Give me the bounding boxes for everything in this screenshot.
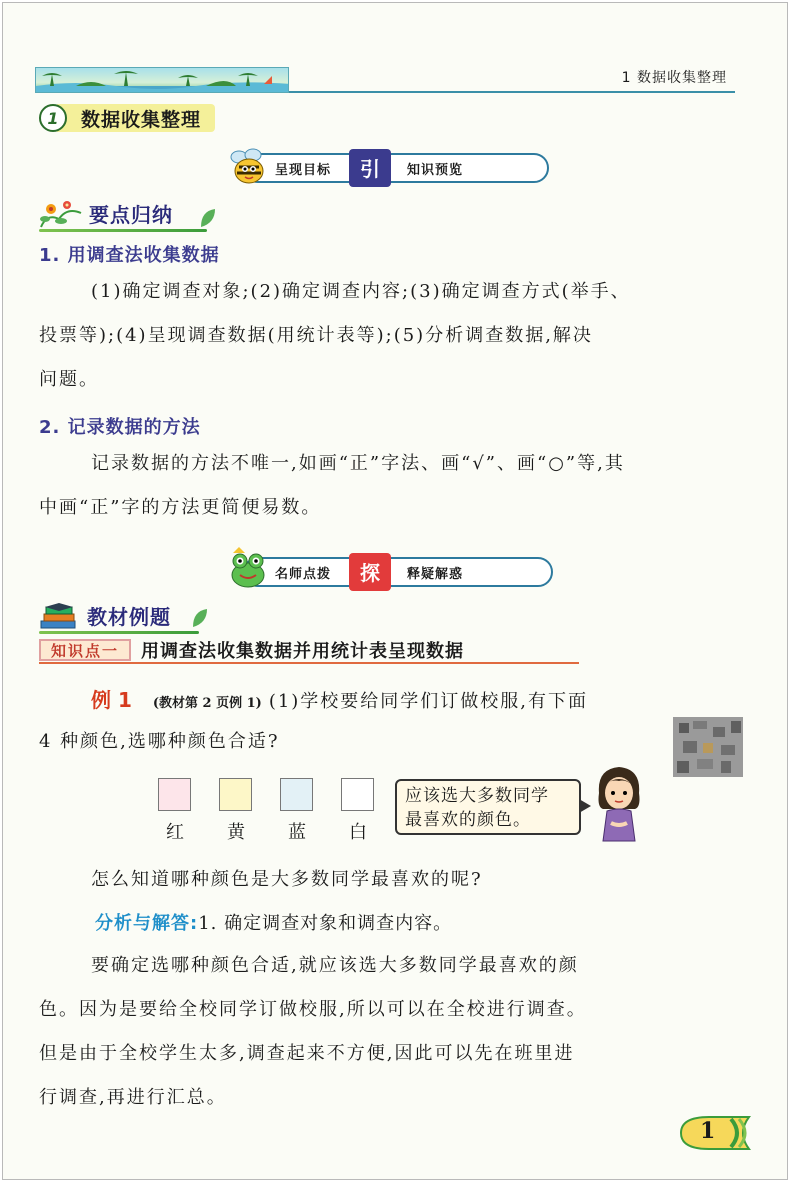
pill-right-text: 知识预览 [407,162,464,178]
point-2-line-2: 中画“正”字的方法更简便易数。 [39,497,322,518]
analysis-line-2: 色。因为是要给全校同学订做校服,所以可以在全校进行调查。 [39,999,587,1020]
running-title: 1 数据收集整理 [621,70,727,86]
section-underline [39,631,199,634]
knowledge-point [39,638,464,662]
frog-mascot-icon [225,545,271,591]
section-heading-text: 要点归纳 [89,203,173,227]
pill-mid-char: 引 [349,149,391,187]
section-heading-text: 教材例题 [87,605,171,629]
knowledge-point-rule [39,662,579,664]
color-swatch-red [158,778,191,811]
section-pill-tips [243,557,553,587]
color-swatch-white [341,778,374,811]
bee-mascot-icon [227,143,273,189]
color-label-yellow: 黄 [227,822,245,843]
point-1-line-3: 问题。 [39,369,99,390]
section-heading-key-points [89,199,173,228]
section-underline [39,229,207,232]
point-1-heading: 1. 用调查法收集数据 [39,245,220,266]
point-2-line-1: 记录数据的方法不唯一,如画“正”字法、画“√”、画“○”等,其 [91,453,625,474]
section-heading-examples [87,601,171,630]
color-label-white: 白 [349,822,367,843]
color-label-red: 红 [166,822,184,843]
bubble-line-1: 应该选大多数同学 [405,786,549,806]
analysis-heading [95,909,452,935]
bubble-line-2: 最喜欢的颜色。 [405,810,531,830]
section-pill-preview [243,153,549,183]
example-line-2: 4 种颜色,选哪种颜色合适? [39,731,280,752]
analysis-line-3: 但是由于全校学生太多,调查起来不方便,因此可以先在班里进 [39,1043,575,1064]
point-1-line-1: (1)确定调查对象;(2)确定调查内容;(3)确定调查方式(举手、 [91,281,631,302]
analysis-step: 1. 确定调查对象和调查内容。 [198,913,453,934]
color-swatch-blue [280,778,313,811]
chapter-number: 1 [39,104,67,132]
point-2-heading: 2. 记录数据的方法 [39,417,201,438]
qr-code-icon [673,717,743,777]
color-swatch-yellow [219,778,252,811]
chapter-title [39,104,215,132]
analysis-label: 分析与解答: [95,913,199,934]
leaf-icon [191,607,209,629]
example-source: (教材第 2 页例 1) [152,696,262,711]
knowledge-point-text: 用调查法收集数据并用统计表呈现数据 [141,641,465,662]
pill-left-text: 名师点拨 [275,566,332,582]
point-1-line-2: 投票等);(4)呈现调查数据(用统计表等);(5)分析调查数据,解决 [39,325,593,346]
books-icon [37,601,83,631]
analysis-line-4: 行调查,再进行汇总。 [39,1087,227,1108]
textbook-page [2,2,788,1180]
pill-mid-char: 探 [349,553,391,591]
header-rule [289,91,735,93]
color-label-blue: 蓝 [288,822,306,843]
example-line-1 [91,683,588,721]
page-number: 1 [700,1118,716,1144]
example-label: 例 1 [91,688,132,712]
example-text-1: (1)学校要给同学们订做校服,有下面 [268,691,589,712]
question-text: 怎么知道哪种颜色是大多数同学最喜欢的呢? [91,869,483,890]
analysis-line-1: 要确定选哪种颜色合适,就应该选大多数同学最喜欢的颜 [91,955,579,976]
speech-bubble [395,779,581,835]
header-banner-image [35,67,289,93]
chapter-title-text: 数据收集整理 [57,104,215,132]
knowledge-point-tag: 知识点一 [39,639,131,661]
pill-left-text: 呈现目标 [275,162,332,178]
girl-character-icon [589,763,649,843]
pill-right-text: 释疑解惑 [407,566,464,582]
flower-icon [37,199,85,229]
leaf-icon [199,207,217,229]
